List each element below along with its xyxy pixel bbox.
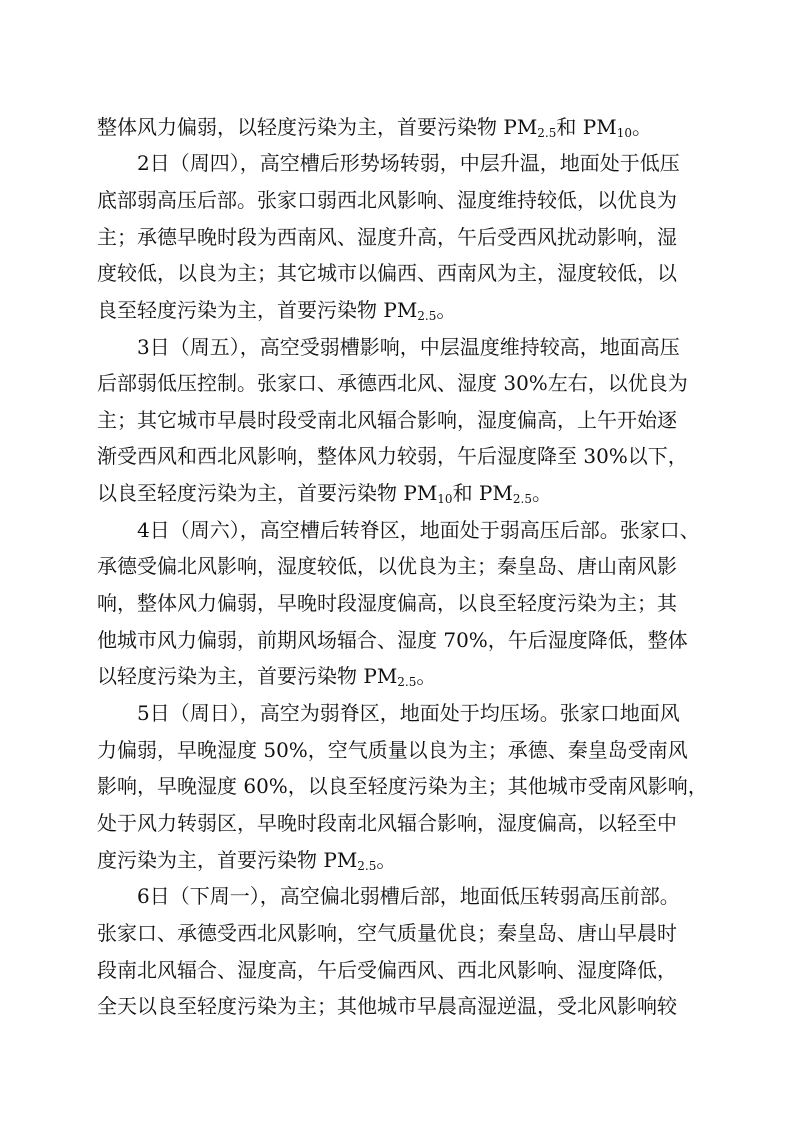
paragraph-4-start [137,517,700,543]
line-text: 主；其它城市早晨时段受南北风辐合影响，湿度偏高，上午开始逐 [97,408,677,432]
line-text: 响，整体风力偏弱，早晚时段湿度偏高，以良至轻度污染为主；其 [97,591,677,615]
text-line-8 [97,370,688,396]
text-line-13 [97,553,677,579]
text-line-21 [97,847,396,873]
line-text-mid: 和 PM [556,115,617,139]
line-text: 他城市风力偏弱，前期风场辐合、湿度 70%，午后湿度降低，整体 [97,628,688,652]
text-line-10 [97,443,688,469]
line-text: 良至轻度污染为主，首要污染物 PM [97,298,418,322]
line-text: 张家口、承德受西北风影响，空气质量优良；秦皇岛、唐山早晨时 [97,921,677,945]
paragraph-5-start [137,700,680,726]
line-text: 处于风力转弱区，早晚时段南北风辐合影响，湿度偏高，以轻至中 [97,811,677,835]
line-text: 全天以良至轻度污染为主；其他城市早晨高湿逆温，受北风影响较 [97,994,677,1018]
line-text: 4日（周六），高空槽后转脊区，地面处于弱高压后部。张家口、 [137,518,700,542]
paragraph-3-start [137,334,680,360]
line-text-mid: 和 PM [452,481,513,505]
line-text: 力偏弱，早晚湿度 50%，空气质量以良为主；承德、秦皇岛受南风 [97,738,688,762]
line-text: 以良至轻度污染为主，首要污染物 PM [97,481,438,505]
line-text: 5日（周日），高空为弱脊区，地面处于均压场。张家口地面风 [137,701,680,725]
text-line-19 [97,773,708,799]
text-line-1 [97,114,652,140]
line-text: 度较低，以良为主；其它城市以偏西、西南风为主，湿度较低，以 [97,261,677,285]
line-text: 主；承德早晚时段为西南风、湿度升高，午后受西风扰动影响，湿 [97,225,677,249]
text-line-9 [97,407,677,433]
line-text: 6日（下周一），高空偏北弱槽后部，地面低压转弱高压前部。 [137,884,680,908]
text-line-3 [97,187,677,213]
subscript: 2.5 [512,492,532,506]
line-text: 3日（周五），高空受弱槽影响，中层温度维持较高，地面高压 [137,335,680,359]
text-line-14 [97,590,677,616]
line-text: 段南北风辐合、湿度高，午后受偏西风、西北风影响、湿度降低， [97,958,677,982]
subscript: 10 [616,126,632,140]
text-line-18 [97,737,688,763]
line-text-end: 。 [531,481,552,505]
subscript: 2.5 [417,309,437,323]
paragraph-6-start [137,883,680,909]
text-line-24 [97,957,677,983]
text-line-23 [97,920,677,946]
text-line-5 [97,260,677,286]
paragraph-2-start [137,150,680,176]
line-text-end: 。 [436,298,457,322]
text-line-20 [97,810,677,836]
line-text-end: 。 [376,848,397,872]
text-line-25 [97,993,677,1019]
subscript: 10 [437,492,453,506]
subscript: 2.5 [537,126,557,140]
subscript: 2.5 [397,675,417,689]
subscript: 2.5 [357,859,377,873]
line-text-end: 。 [631,115,652,139]
line-text: 渐受西风和西北风影响，整体风力较弱，午后湿度降至 30%以下， [97,444,688,468]
line-text: 后部弱低压控制。张家口、承德西北风、湿度 30%左右，以优良为 [97,371,688,395]
text-line-4 [97,224,677,250]
line-text: 影响，早晚湿度 60%，以良至轻度污染为主；其他城市受南风影响， [97,774,708,798]
text-line-6 [97,297,456,323]
text-line-16 [97,663,436,689]
line-text-end: 。 [416,664,437,688]
text-line-11 [97,480,552,506]
line-text: 底部弱高压后部。张家口弱西北风影响、湿度维持较低，以优良为 [97,188,677,212]
line-text: 整体风力偏弱，以轻度污染为主，首要污染物 PM [97,115,538,139]
line-text: 承德受偏北风影响，湿度较低，以优良为主；秦皇岛、唐山南风影 [97,554,677,578]
line-text: 2日（周四），高空槽后形势场转弱，中层升温，地面处于低压 [137,151,680,175]
text-line-15 [97,627,688,653]
line-text: 度污染为主，首要污染物 PM [97,848,358,872]
line-text: 以轻度污染为主，首要污染物 PM [97,664,398,688]
